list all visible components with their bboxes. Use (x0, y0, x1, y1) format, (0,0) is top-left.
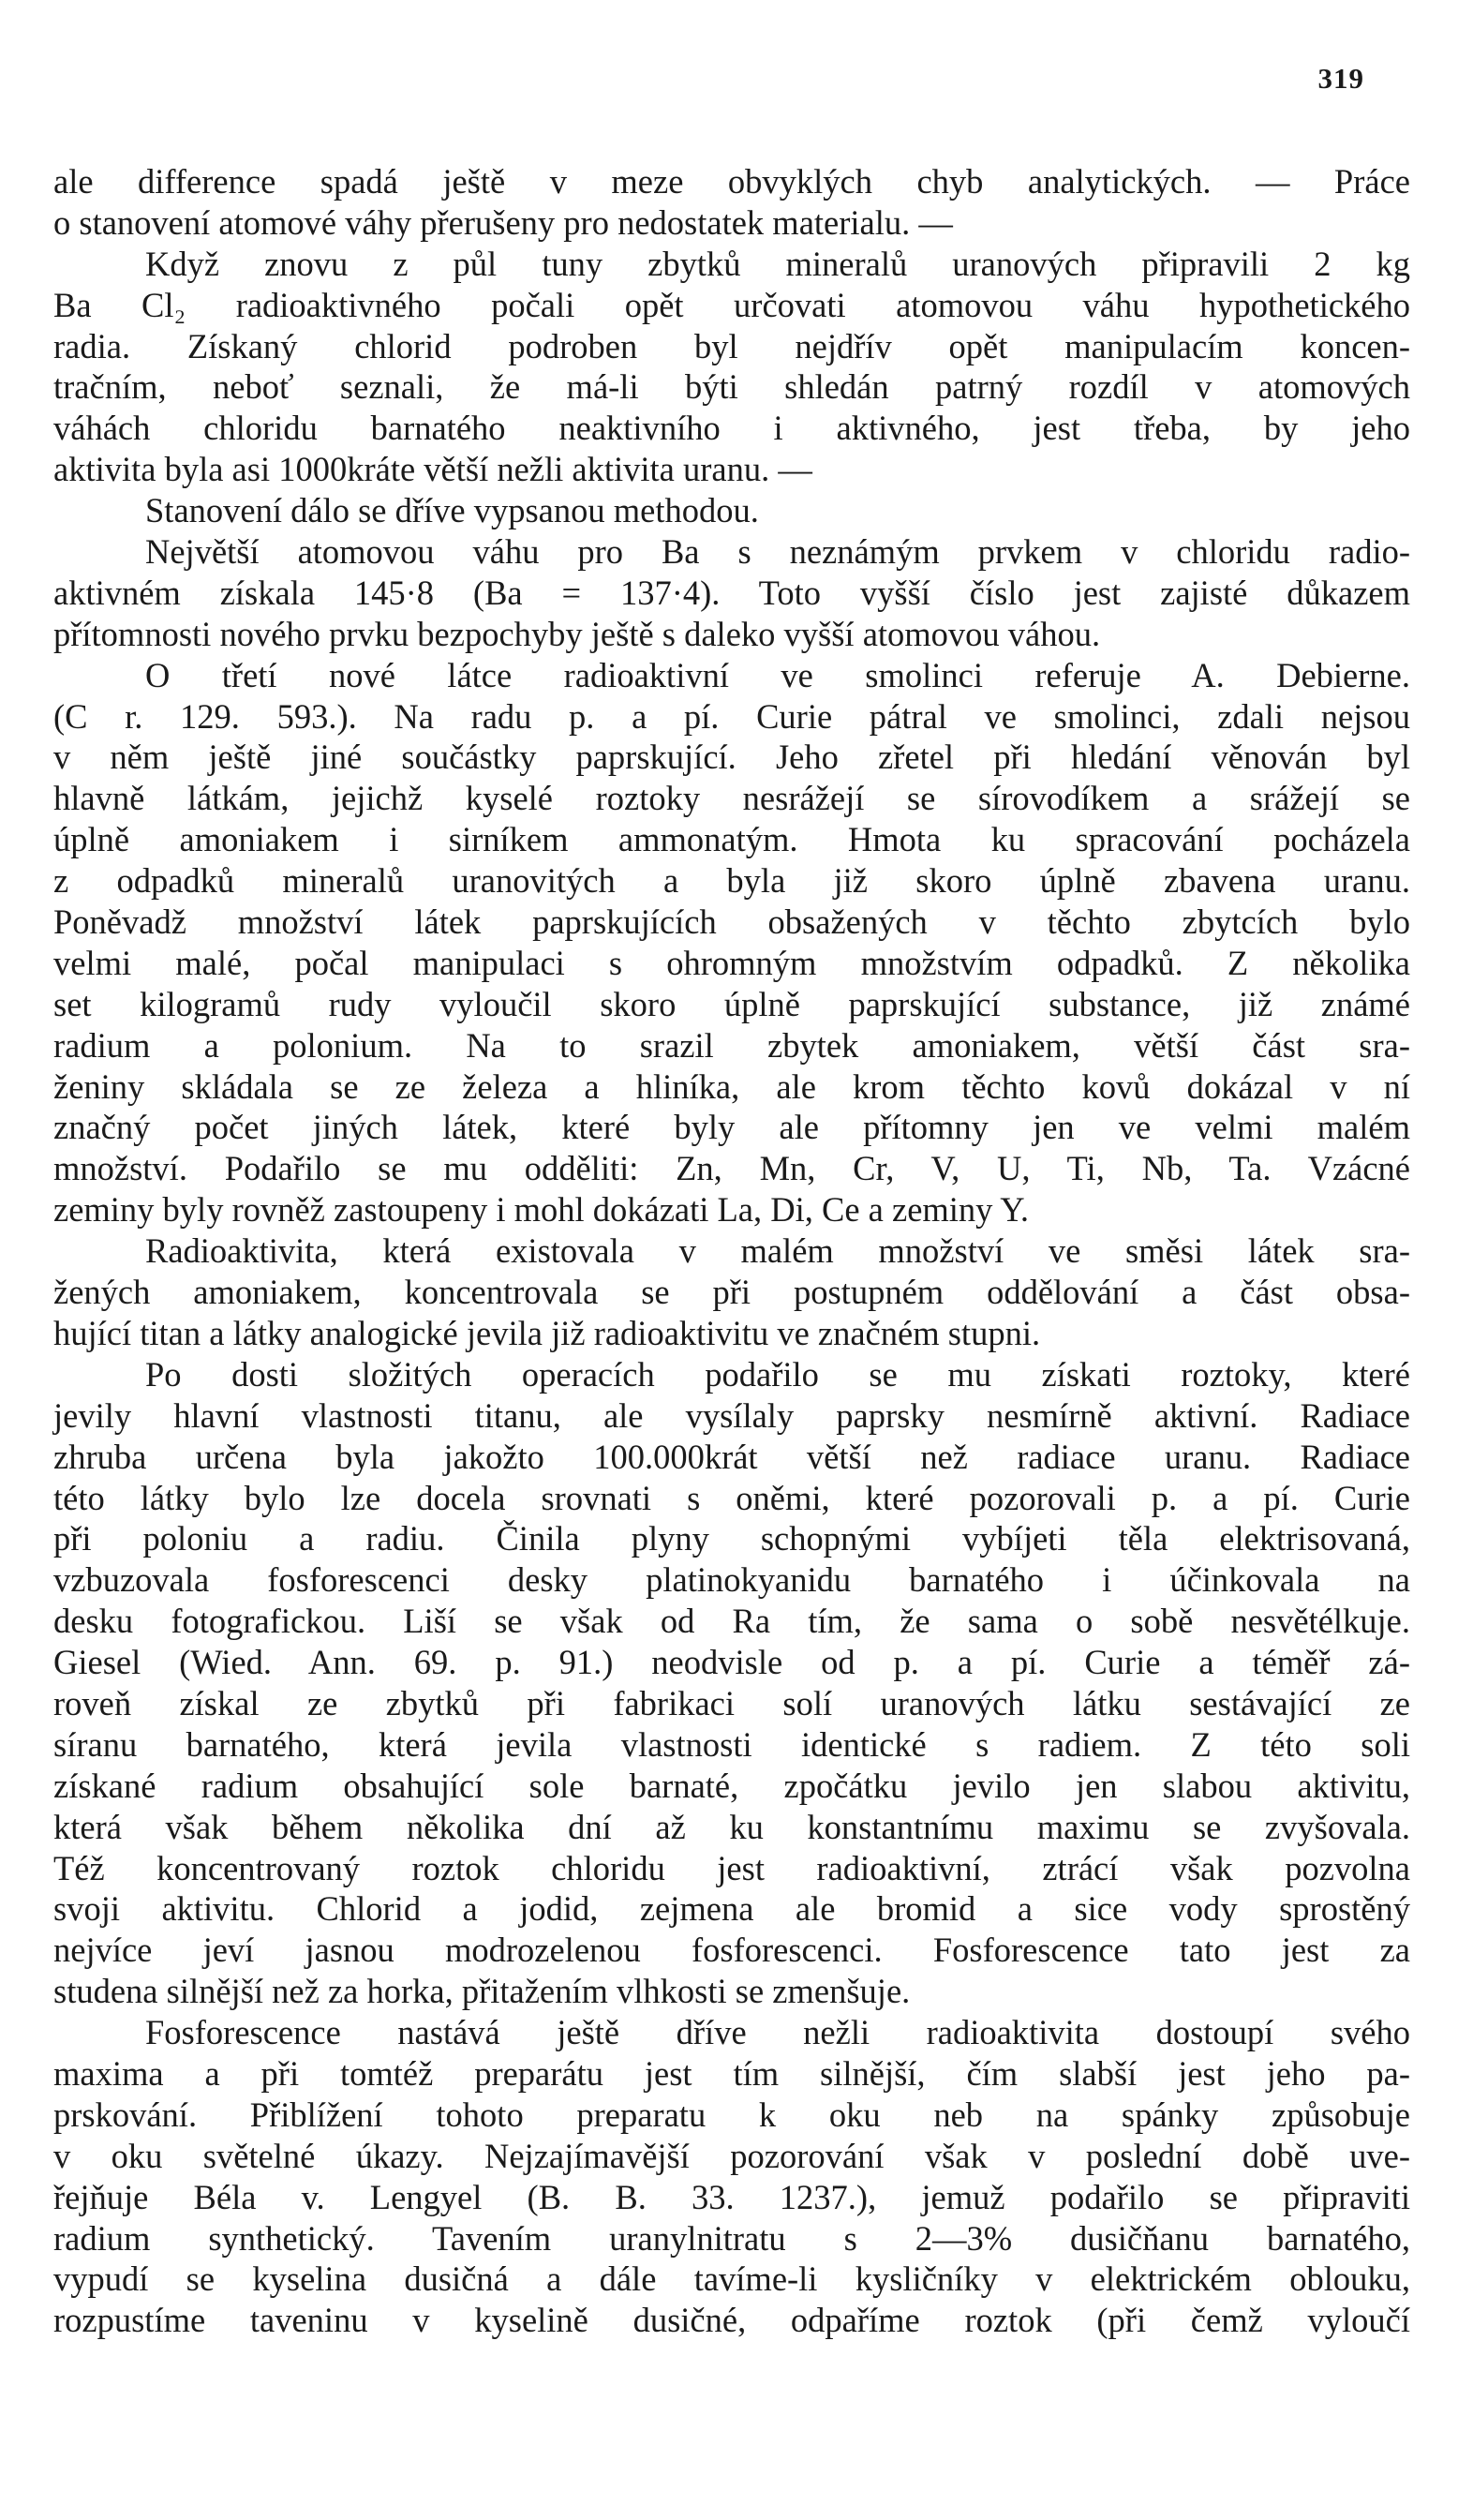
text-line: při poloniu a radiu. Činila plyny schopnými vybíjeti těla elektrisovaná, (53, 1519, 1410, 1558)
text-line: řejňuje Béla v. Lengyel (B. B. 33. 1237.), jemuž podařilo se připraviti (53, 2177, 1410, 2216)
text-line: síranu barnatého, která jevila vlastnosti identické s radiem. Z této soli (53, 1724, 1410, 1764)
text-line: radium a polonium. Na to srazil zbytek amoniakem, větší část sra- (53, 1025, 1410, 1065)
text-line: radium synthetický. Tavením uranylnitratu s 2—3% dusičňanu barnatého, (53, 2218, 1410, 2258)
text-line: v něm ještě jiné součástky paprskující. Jeho zřetel při hledání věnován byl (53, 738, 1410, 777)
text-line: Když znovu z půl tuny zbytků mineralů uranových připravili 2 kg (145, 244, 1410, 283)
text-line: Největší atomovou váhu pro Ba s neznámým prvkem v chloridu radio- (145, 532, 1410, 572)
page-number: 319 (1317, 62, 1364, 95)
text-line: velmi malé, počal manipulaci s ohromným množstvím odpadků. Z několika (53, 943, 1410, 982)
text-line: Fosforescence nastává ještě dříve nežli radioaktivita dostoupí svého (145, 2013, 1410, 2052)
text-line: Poněvadž množství látek paprskujících obsažených v těchto zbytcích bylo (53, 902, 1410, 942)
text-line: množství. Podařilo se mu odděliti: Zn, Mn, Cr, V, U, Ti, Nb, Ta. Vzácné (53, 1149, 1410, 1188)
text-line: jevily hlavní vlastnosti titanu, ale vysílaly paprsky nesmírně aktivní. Radiace (53, 1395, 1410, 1435)
text-line: Giesel (Wied. Ann. 69. p. 91.) neodvisle od p. a pí. Curie a téměř zá- (53, 1643, 1410, 1682)
text-line: úplně amoniakem i sirníkem ammonatým. Hmota ku spracování pocházela (53, 820, 1410, 859)
text-line: O třetí nové látce radioaktivní ve smolinci referuje A. Debierne. (145, 655, 1410, 694)
text-line: získané radium obsahující sole barnaté, zpočátku jevilo jen slabou aktivitu, (53, 1766, 1410, 1805)
text-line: aktivita byla asi 1000kráte větší nežli aktivita uranu. — (53, 450, 812, 489)
text-line: této látky bylo lze docela srovnati s oněmi, které pozorovali p. a pí. Curie (53, 1478, 1410, 1517)
text-line: set kilogramů rudy vyloučil skoro úplně paprskující substance, již známé (53, 984, 1410, 1023)
text-line: v oku světelné úkazy. Nejzajímavější pozorování však v poslední době uve- (53, 2136, 1410, 2175)
text-line: vzbuzovala fosforescenci desky platinokyanidu barnatého i účinkovala na (53, 1560, 1410, 1600)
text-line: prskování. Přiblížení tohoto preparatu k oku neb na spánky způsobuje (53, 2095, 1410, 2134)
text-line: Po dosti složitých operacích podařilo se mu získati roztoky, které (145, 1354, 1410, 1394)
text-line: tračním, neboť seznali, že má-li býti shledán patrný rozdíl v atomových (53, 367, 1410, 407)
text-line: rozpustíme taveninu v kyselině dusičné, odpaříme roztok (při čemž vyloučí (53, 2301, 1410, 2340)
text-line: hující titan a látky analogické jevila již radioaktivitu ve značném stupni. (53, 1313, 1041, 1352)
text-line: radia. Získaný chlorid podroben byl nejdřív opět manipulacím koncen- (53, 326, 1410, 365)
text-line: žených amoniakem, koncentrovala se při postupném oddělování a část obsa- (53, 1273, 1410, 1312)
text-body (53, 161, 1410, 2341)
text-line: značný počet jiných látek, které byly ale přítomny jen ve velmi malém (53, 1108, 1410, 1147)
text-line: studena silnější než za horka, přitažením vlhkosti se zmenšuje. (53, 1972, 911, 2011)
text-line: desku fotografickou. Liší se však od Ra tím, že sama o sobě nesvětélkuje. (53, 1602, 1410, 1641)
text-line: svoji aktivitu. Chlorid a jodid, zejmena ale bromid a sice vody sprostěný (53, 1889, 1410, 1929)
text-line: přítomnosti nového prvku bezpochyby ještě s daleko vyšší atomovou váhou. (53, 614, 1101, 653)
text-line: o stanovení atomové váhy přerušeny pro nedostatek materialu. — (53, 202, 953, 242)
text-line: Též koncentrovaný roztok chloridu jest radioaktivní, ztrácí však pozvolna (53, 1848, 1410, 1887)
text-line: Ba Cl₂ radioaktivného počali opět určovati atomovou váhu hypothetického (53, 285, 1410, 324)
text-line: váhách chloridu barnatého neaktivního i aktivného, jest třeba, by jeho (53, 409, 1410, 448)
text-line: zeminy byly rovněž zastoupeny i mohl dokázati La, Di, Ce a zeminy Y. (53, 1190, 1029, 1230)
text-line: aktivném získala 145·8 (Ba = 137·4). Toto vyšší číslo jest zajisté důkazem (53, 573, 1410, 612)
text-line: zhruba určena byla jakožto 100.000krát větší než radiace uranu. Radiace (53, 1437, 1410, 1476)
text-line: ženiny skládala se ze železa a hliníka, ale krom těchto kovů dokázal v ní (53, 1066, 1410, 1106)
text-line: (C r. 129. 593.). Na radu p. a pí. Curie pátral ve smolinci, zdali nejsou (53, 696, 1410, 736)
text-line: roveň získal ze zbytků při fabrikaci solí uranových látku sestávající ze (53, 1683, 1410, 1722)
text-line: ale difference spadá ještě v meze obvyklých chyb analytických. — Práce (53, 162, 1410, 201)
text-line: vypudí se kyselina dusičná a dále tavíme-li kysličníky v elektrickém oblouku, (53, 2259, 1410, 2299)
text-line: která však během několika dní až ku konstantnímu maximu se zvyšovala. (53, 1807, 1410, 1846)
text-line: Stanovení dálo se dříve vypsanou methodou. (145, 491, 759, 530)
text-line: nejvíce jeví jasnou modrozelenou fosforescenci. Fosforescence tato jest za (53, 1931, 1410, 1970)
text-line: Radioaktivita, která existovala v malém množství ve směsi látek sra- (145, 1231, 1410, 1271)
text-line: hlavně látkám, jejichž kyselé roztoky nesrážejí se sírovodíkem a srážejí se (53, 779, 1410, 818)
text-line: z odpadků mineralů uranovitých a byla již skoro úplně zbavena uranu. (53, 861, 1410, 901)
text-line: maxima a při tomtéž preparátu jest tím silnější, čím slabší jest jeho pa- (53, 2053, 1410, 2093)
